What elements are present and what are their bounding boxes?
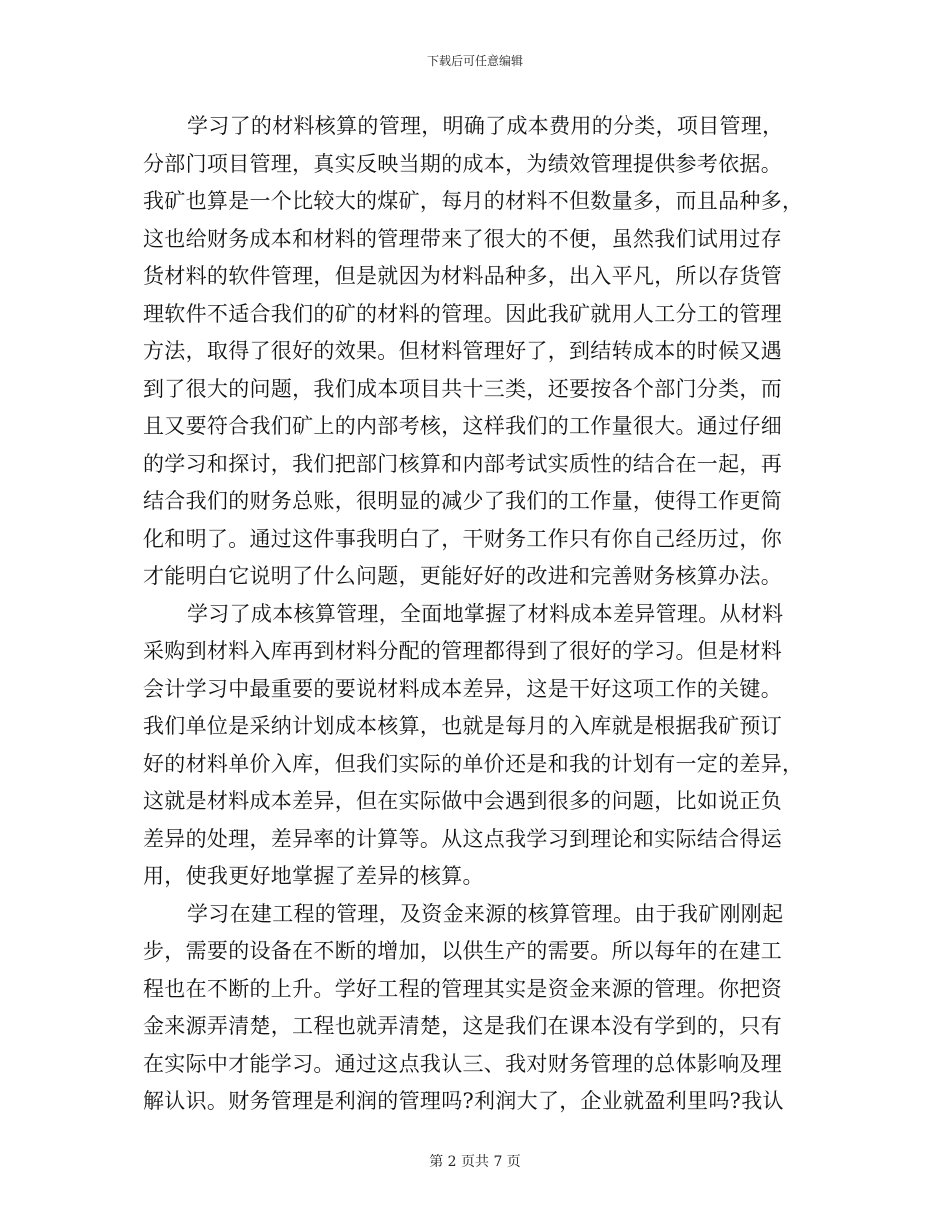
- paragraph-line: 差异的处理，差异率的计算等。从这点我学习到理论和实际结合得运: [143, 826, 782, 851]
- paragraph-line: 分部门项目管理，真实反映当期的成本，为绩效管理提供参考依据。: [143, 151, 782, 176]
- paragraph: [143, 108, 808, 596]
- paragraph-line: 才能明白它说明了什么问题，更能好好的改进和完善财务核算办法。: [143, 564, 782, 588]
- paragraph-line: 解认识。财务管理是利润的管理吗?利润大了，企业就盈利里吗?我认: [143, 1089, 784, 1113]
- paragraph-line: 方法，取得了很好的效果。但材料管理好了，到结转成本的时候又遇: [143, 339, 782, 363]
- paragraph-line: 这就是材料成本差异，但在实际做中会遇到很多的问题，比如说正负: [143, 789, 782, 813]
- paragraph-line: 学习了的材料核算的管理，明确了成本费用的分类，项目管理，: [187, 114, 784, 138]
- paragraph: [143, 896, 808, 1121]
- paragraph-line: 学习在建工程的管理，及资金来源的核算管理。由于我矿刚刚起: [187, 901, 784, 926]
- paragraph-line: 的学习和探讨，我们把部门核算和内部考试实质性的结合在一起，再: [143, 451, 782, 476]
- document-body: [143, 108, 808, 1121]
- paragraph-line: 在实际中才能学习。通过这点我认三、我对财务管理的总体影响及理: [143, 1051, 782, 1076]
- paragraph: [143, 596, 808, 896]
- page-header: 下载后可任意编辑: [426, 54, 523, 68]
- paragraph-line: 程也在不断的上升。学好工程的管理其实是资金来源的管理。你把资: [143, 976, 782, 1001]
- paragraph-line: 结合我们的财务总账，很明显的减少了我们的工作量，使得工作更简: [143, 489, 782, 513]
- page-number-footer: 第 2 页共 7 页: [429, 1154, 521, 1170]
- paragraph-line: 化和明了。通过这件事我明白了，干财务工作只有你自己经历过，你: [143, 526, 782, 551]
- paragraph-line: 理软件不适合我们的矿的材料的管理。因此我矿就用人工分工的管理: [143, 301, 782, 326]
- paragraph-line: 我矿也算是一个比较大的煤矿，每月的材料不但数量多，而且品种多，: [143, 189, 804, 213]
- paragraph-line: 好的材料单价入库，但我们实际的单价还是和我的计划有一定的差异，: [143, 751, 804, 776]
- paragraph-line: 到了很大的问题，我们成本项目共十三类，还要按各个部门分类，而: [143, 376, 782, 401]
- paragraph-line: 我们单位是采纳计划成本核算，也就是每月的入库就是根据我矿预订: [143, 714, 782, 738]
- paragraph-line: 会计学习中最重要的要说材料成本差异，这是干好这项工作的关键。: [143, 676, 782, 701]
- paragraph-line: 采购到材料入库再到材料分配的管理都得到了很好的学习。但是材料: [143, 639, 782, 663]
- paragraph-line: 步，需要的设备在不断的增加，以供生产的需要。所以每年的在建工: [143, 939, 782, 963]
- paragraph-line: 这也给财务成本和材料的管理带来了很大的不便，虽然我们试用过存: [143, 226, 782, 251]
- paragraph-line: 金来源弄清楚，工程也就弄清楚，这是我们在课本没有学到的，只有: [143, 1014, 782, 1038]
- paragraph-line: 货材料的软件管理，但是就因为材料品种多，出入平凡，所以存货管: [143, 264, 782, 288]
- paragraph-line: 用，使我更好地掌握了差异的核算。: [143, 864, 484, 888]
- paragraph-line: 学习了成本核算管理，全面地掌握了材料成本差异管理。从材料: [187, 601, 784, 626]
- paragraph-line: 且又要符合我们矿上的内部考核，这样我们的工作量很大。通过仔细: [143, 414, 782, 438]
